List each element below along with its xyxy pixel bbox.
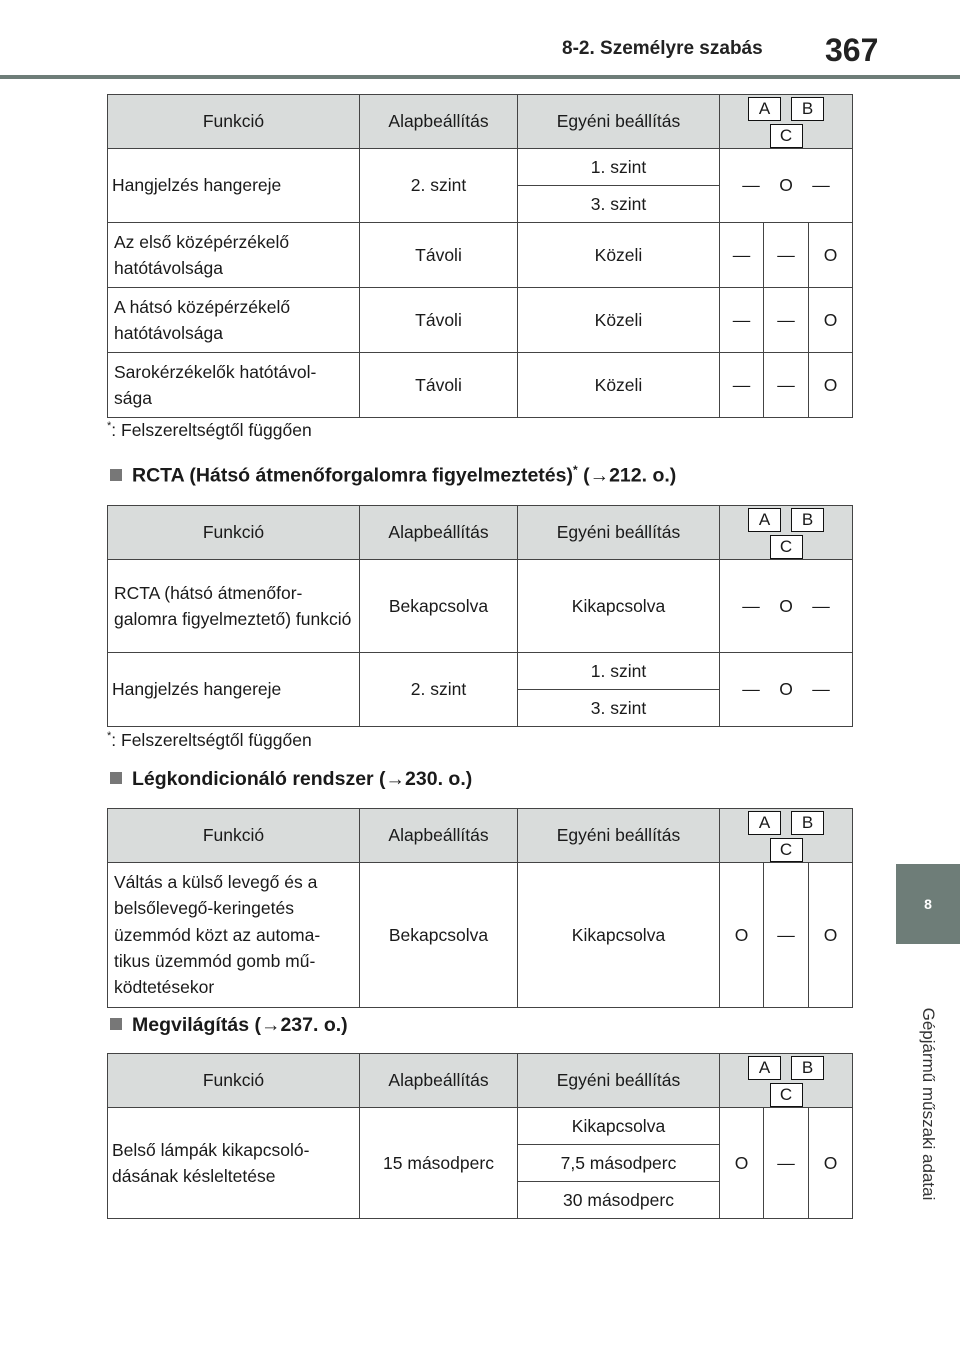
row-default: Távoli [360, 222, 518, 287]
cell-b: — [764, 1107, 809, 1218]
row-option: 1. szint [518, 652, 720, 689]
row-name: Váltás a külső levegő és a belsőlevegő-keringetés üzemmód közt az automa- tikus üzemmód gomb mű- ködtetésekor [108, 862, 360, 1007]
header-alapbeallitas: Alapbeállítás [360, 1054, 518, 1108]
cell-b: — [764, 222, 809, 287]
header-abc: A BC [720, 1054, 853, 1108]
row-default: Távoli [360, 287, 518, 352]
cell-c: O [809, 352, 853, 417]
row-name: RCTA (hátsó átmenőfor- galomra figyelmeztető) funkció [108, 559, 360, 652]
row-option: 3. szint [518, 689, 720, 726]
row-option: 30 másodperc [518, 1181, 720, 1218]
row-default: 2. szint [360, 652, 518, 726]
label-a: A [748, 97, 781, 121]
settings-table-2 [107, 505, 853, 727]
row-default: 15 másodperc [360, 1107, 518, 1218]
header-rule [0, 75, 960, 79]
settings-table-1 [107, 94, 853, 418]
settings-table-3 [107, 808, 853, 1008]
row-default: Távoli [360, 352, 518, 417]
header-egyeni: Egyéni beállítás [518, 95, 720, 149]
row-custom: Közeli [518, 352, 720, 417]
section-lighting: Megvilágítás (→237. o.) [110, 1014, 348, 1037]
label-c: C [770, 124, 803, 148]
header-alapbeallitas: Alapbeállítás [360, 95, 518, 149]
header-funkcio: Funkció [108, 1054, 360, 1108]
header-alapbeallitas: Alapbeállítás [360, 506, 518, 560]
header-abc: A BC [720, 506, 853, 560]
header-alapbeallitas: Alapbeállítás [360, 809, 518, 863]
label-b: B [791, 97, 824, 121]
cell-b: — [764, 287, 809, 352]
settings-table-4 [107, 1053, 853, 1219]
row-name: Az első középérzékelő hatótávolsága [108, 222, 360, 287]
row-abc: — O — [720, 652, 853, 726]
row-custom: Kikapcsolva [518, 862, 720, 1007]
cell-a: — [720, 287, 764, 352]
chapter-label: Gépjármű műszaki adatai [919, 1007, 938, 1201]
row-custom: Kikapcsolva [518, 559, 720, 652]
bullet-icon [110, 469, 122, 481]
row-abc: — O — [720, 559, 853, 652]
header-funkcio: Funkció [108, 809, 360, 863]
page-number: 367 [825, 32, 879, 68]
row-custom: Közeli [518, 287, 720, 352]
row-name: Belső lámpák kikapcsoló- dásának késleltetése [108, 1107, 360, 1218]
cell-a: — [720, 222, 764, 287]
row-default: 2. szint [360, 148, 518, 222]
row-name: Hangjelzés hangereje [108, 148, 360, 222]
footnote-1: *: Felszereltségtől függően [107, 420, 312, 440]
header-title: 8-2. Személyre szabás [562, 38, 763, 59]
header-funkcio: Funkció [108, 506, 360, 560]
row-name: A hátsó középérzékelő hatótávolsága [108, 287, 360, 352]
row-default: Bekapcsolva [360, 862, 518, 1007]
header-abc [720, 95, 853, 149]
cell-a: O [720, 862, 764, 1007]
header-egyeni: Egyéni beállítás [518, 809, 720, 863]
cell-c: O [809, 287, 853, 352]
row-option: 7,5 másodperc [518, 1144, 720, 1181]
row-default: Bekapcsolva [360, 559, 518, 652]
section-rcta: RCTA (Hátsó átmenőforgalomra figyelmeztetés)* (→212. o.) [110, 463, 676, 488]
footnote-2: *: Felszereltségtől függően [107, 730, 312, 750]
header-abc: A BC [720, 809, 853, 863]
row-name: Sarokérzékelők hatótávol- sága [108, 352, 360, 417]
bullet-icon [110, 772, 122, 784]
cell-c: O [809, 222, 853, 287]
chapter-tab: 8 [896, 864, 960, 944]
cell-b: — [764, 352, 809, 417]
cell-a: O [720, 1107, 764, 1218]
row-abc: — O — [720, 148, 853, 222]
row-option: 3. szint [518, 185, 720, 222]
cell-c: O [809, 1107, 853, 1218]
row-name: Hangjelzés hangereje [108, 652, 360, 726]
header-funkcio: Funkció [108, 95, 360, 149]
row-option: Kikapcsolva [518, 1107, 720, 1144]
row-option: 1. szint [518, 148, 720, 185]
header-egyeni: Egyéni beállítás [518, 506, 720, 560]
cell-b: — [764, 862, 809, 1007]
section-climate: Légkondicionáló rendszer (→230. o.) [110, 768, 472, 791]
row-custom: Közeli [518, 222, 720, 287]
bullet-icon [110, 1018, 122, 1030]
cell-c: O [809, 862, 853, 1007]
cell-a: — [720, 352, 764, 417]
header-egyeni: Egyéni beállítás [518, 1054, 720, 1108]
